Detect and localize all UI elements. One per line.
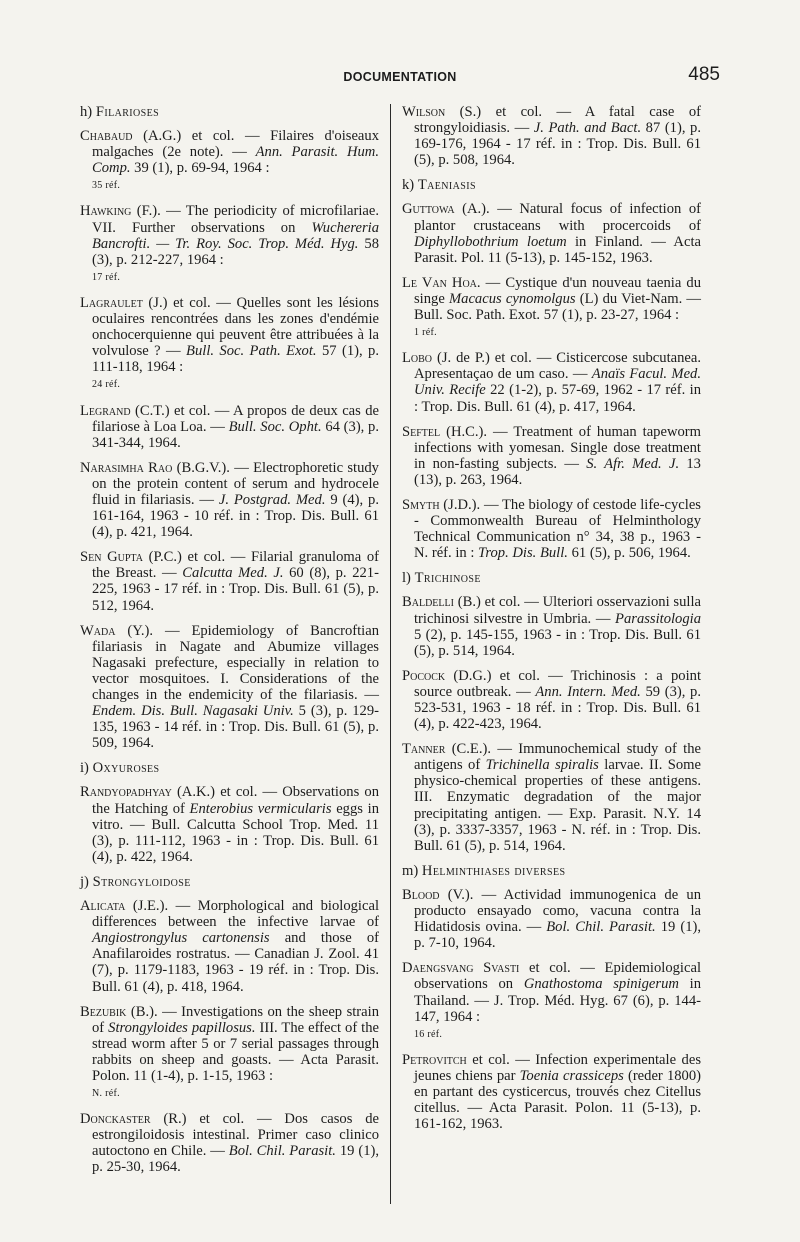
reference-entry — [402, 887, 701, 951]
reference-text: (J.) et col. — Quelles sont les lésions oculaires rencontrées dans les zones d'endémie onchocerquienne qui peuvent être attribuées à la volvulose ? — — [92, 294, 379, 360]
reference-author: Lagraulet — [80, 294, 143, 311]
reference-details: 5 (2), p. 145-155, 1963 - in : Trop. Dis. Bull. 61 (5), p. 514, 1964. — [414, 626, 701, 659]
reference-count: 35 réf. — [92, 180, 121, 192]
reference-count: 1 réf. — [414, 327, 437, 339]
page-number: 485 — [688, 64, 720, 85]
reference-details: 64 (3), p. 341-344, 1964. — [92, 418, 380, 451]
section-heading — [402, 863, 701, 879]
reference-entry — [402, 350, 701, 414]
reference-journal: Parassitologia — [615, 610, 701, 627]
reference-details: III. The effect of the stread worm after 5 or 7 serial passages through rabbits on sheep and goasts. — Acta Parasit. Polon. 11 (1-4), p. 1-15, 1963 : — [92, 1019, 379, 1084]
section-label: l) — [402, 570, 411, 587]
reference-text: (H.C.). — Treatment of human tapeworm infections with yomesan. Single dose treatment in non-fasting subjects. — — [414, 423, 701, 472]
reference-journal: Strongyloides papillosus. — [108, 1019, 256, 1036]
section-heading — [402, 177, 701, 193]
reference-entry — [80, 549, 379, 613]
reference-author: Smyth — [402, 496, 440, 513]
reference-details: 19 (1), p. 7-10, 1964. — [414, 919, 701, 952]
reference-details: 57 (1), p. 111-118, 1964 : — [92, 343, 379, 376]
reference-entry — [80, 623, 379, 752]
left-column — [80, 104, 379, 1185]
reference-journal: Angiostrongylus cartonensis — [92, 930, 270, 947]
reference-text: (B.). — Investigations on the sheep strain of — [92, 1003, 379, 1036]
reference-text: (D.G.) et col. — Trichinosis : a point source outbreak. — — [414, 667, 701, 700]
reference-author: Lobo — [402, 350, 433, 367]
reference-entry — [80, 784, 379, 864]
reference-author: Daengsvang Svasti — [402, 960, 520, 977]
reference-count: 24 réf. — [92, 379, 121, 391]
section-label: m) — [402, 862, 419, 879]
reference-author: Hawking — [80, 203, 132, 220]
reference-journal: Trop. Dis. Bull. — [478, 545, 568, 562]
section-label: k) — [402, 177, 415, 194]
reference-author: Alicata — [80, 898, 126, 915]
reference-text: (V.). — Actividad immunogenica de un producto ensayado como, vacuna contra la Hidatidosis ovina. — — [414, 886, 701, 936]
reference-author: Sen Gupta — [80, 549, 143, 566]
section-label: h) — [80, 104, 93, 120]
reference-details: 9 (4), p. 161-164, 1963 - 10 réf. in : Trop. Dis. Bull. 61 (4), p. 421, 1964. — [92, 491, 379, 541]
reference-details: 61 (5), p. 506, 1964. — [567, 545, 691, 562]
reference-author: Guttowa — [402, 201, 455, 218]
reference-journal: Bol. Chil. Parasit. — [546, 919, 656, 936]
section-heading — [402, 570, 701, 586]
reference-text: (B.G.V.). — Electrophoretic study on the protein content of serum and hydrocele fluid in filariasis. — — [92, 459, 379, 508]
reference-journal: Endem. Dis. Bull. Nagasaki Univ. — [92, 703, 294, 720]
reference-text: (P.C.) et col. — Filarial granuloma of the Breast. — — [92, 549, 380, 582]
reference-journal: Calcutta Med. J. — [182, 565, 284, 582]
reference-text: (A.K.) et col. — Observations on the Hatching of — [92, 784, 379, 817]
reference-journal: Anaïs Facul. Med. Univ. Recife — [414, 366, 701, 399]
reference-author: Blood — [402, 886, 440, 903]
section-title: Filarioses — [95, 104, 160, 120]
reference-text: (J.D.). — The biology of cestode life-cycles - Commonwealth Bureau of Helminthology Technical Communication n° 34, 38 p., 1963 - N. réf. in : — [414, 496, 701, 562]
reference-author: Donckaster — [80, 1111, 151, 1128]
reference-details: (L) du Viet-Nam. — Bull. Soc. Path. Exot. 57 (1), p. 23-27, 1964 : — [414, 290, 701, 324]
reference-journal: Ann. Parasit. Hum. Comp. — [92, 144, 379, 177]
reference-details: eggs in vitro. — Bull. Calcutta School Trop. Med. 11 (3), p. 111-112, 1963 - in : Trop. Dis. Bull. 61 (4), p. 422, 1964. — [92, 800, 379, 865]
reference-details: 22 (1-2), p. 57-69, 1962 - 17 réf. in : Trop. Dis. Bull. 61 (4), p. 417, 1964. — [414, 382, 701, 415]
section-title: Strongyloidose — [92, 873, 191, 890]
reference-entry — [402, 104, 701, 168]
reference-entry — [402, 1052, 701, 1132]
section-title: Trichinose — [414, 570, 481, 587]
reference-details: 87 (1), p. 169-176, 1964 - 17 réf. in : Trop. Dis. Bull. 61 (5), p. 508, 1964. — [414, 120, 701, 169]
reference-text: et col. — Infection experimentale des jeunes chiens par — [414, 1051, 701, 1084]
reference-entry — [80, 1004, 379, 1103]
page-header — [80, 64, 720, 90]
reference-details: 59 (3), p. 523-531, 1963 - 18 réf. in : Trop. Dis. Bull. 61 (4), p. 422-423, 1964. — [414, 683, 701, 733]
reference-text: et col. — Epidemiological observations on — [414, 960, 701, 993]
reference-journal: S. Afr. Med. J. — [586, 455, 680, 472]
reference-entry — [402, 275, 701, 341]
reference-text: (Y.). — Epidemiology of Bancroftian filariasis in Nagate and Abumize villages Nagasaki prefecture, especially in relation to vector mosquitoes. I. Considerations of the changes in the endemicity of the filariasis. — — [92, 622, 379, 703]
right-column — [402, 104, 701, 1141]
reference-entry — [80, 898, 379, 995]
reference-entry — [402, 741, 701, 854]
reference-author: Seftel — [402, 423, 441, 440]
reference-author: Le Van Hoa — [402, 274, 477, 291]
section-title: Helminthiases diverses — [421, 862, 566, 879]
reference-details: 13 (13), p. 263, 1964. — [414, 455, 701, 488]
column-divider — [390, 104, 391, 1204]
reference-entry — [80, 460, 379, 540]
reference-count: 17 réf. — [92, 271, 121, 283]
reference-author: Chabaud — [80, 128, 133, 145]
reference-author: Wilson — [402, 104, 446, 120]
reference-author: Petrovitch — [402, 1051, 467, 1068]
reference-entry — [80, 295, 379, 394]
reference-author: Baldelli — [402, 594, 454, 611]
reference-journal: Wuchereria Bancrofti. — Tr. Roy. Soc. Trop. Méd. Hyg. — [92, 219, 379, 252]
reference-details: 5 (3), p. 129-135, 1963 - 14 réf. in : Trop. Dis. Bull. 61 (5), p. 509, 1964. — [92, 703, 379, 752]
reference-author: Pocock — [402, 667, 446, 684]
reference-details: in Finland. — Acta Parasit. Pol. 11 (5-13), p. 145-152, 1963. — [414, 233, 701, 266]
reference-text: (S.) et col. — A fatal case of strongyloidiasis. — — [414, 104, 701, 137]
section-title: Oxyuroses — [92, 760, 160, 777]
reference-entry — [402, 960, 701, 1042]
section-title: Taeniasis — [417, 177, 476, 194]
reference-text: (A.G.) et col. — Filaires d'oiseaux malgaches (2e note). — — [92, 128, 379, 161]
reference-count: 16 réf. — [414, 1028, 443, 1040]
reference-text: (J.E.). — Morphological and biological differences between the infective larvae of — [92, 898, 379, 931]
reference-entry — [402, 424, 701, 488]
reference-author: Wada — [80, 622, 116, 639]
reference-entry — [402, 497, 701, 561]
reference-details: 58 (3), p. 212-227, 1964 : — [92, 235, 379, 268]
section-heading — [80, 874, 379, 890]
reference-text: (J. de P.) et col. — Cisticercose subcutanea. Apresentaçao de um caso. — — [414, 350, 701, 383]
reference-entry — [402, 594, 701, 658]
reference-text: (F.). — The periodicity of microfilariae. VII. Further observations on — [92, 203, 379, 236]
reference-details: 39 (1), p. 69-94, 1964 : — [130, 160, 270, 177]
reference-journal: Enterobius vermicularis — [189, 800, 332, 817]
reference-journal: Gnathostoma spinigerum — [523, 976, 679, 993]
reference-details: (reder 1800) en partant des cysticercus, trouvés chez Citellus citellus. — Acta Parasit. Polon. 11 (5-13), p. 161-162, 1963. — [414, 1067, 701, 1133]
reference-journal: Bull. Soc. Path. Exot. — [186, 343, 317, 360]
reference-details: larvae. II. Some physico-chemical properties of these antigens. III. Enzymatic degradation of the major precipitating antigen. — Exp. Parasit. N.Y. 14 (3), p. 3337-3357, 1963 - N. réf. in : Trop. Dis. Bull. 61 (5), p. 514, 1964. — [414, 757, 701, 854]
reference-details: 19 (1), p. 25-30, 1964. — [92, 1143, 380, 1176]
reference-text: (B.) et col. — Ulteriori osservazioni sulla trichinosi silvestre in Umbria. — — [414, 594, 701, 627]
reference-author: Randyopadhyay — [80, 784, 172, 801]
reference-text: (A.). — Natural focus of infection of plantor crustaceans with procercoids of — [414, 201, 701, 234]
reference-details: in Thailand. — J. Trop. Méd. Hyg. 67 (6), p. 144-147, 1964 : — [414, 976, 701, 1025]
reference-text: (C.T.) et col. — A propos de deux cas de filariose à Loa Loa. — — [92, 402, 379, 435]
section-heading — [80, 760, 379, 776]
reference-text: (R.) et col. — Dos casos de estrongiloidosis intestinal. Primer caso clinico autoctono en Chile. — — [92, 1111, 379, 1160]
reference-author: Narasimha Rao — [80, 459, 173, 476]
section-label: j) — [80, 873, 89, 890]
reference-journal: Toenia crassiceps — [519, 1067, 624, 1084]
reference-author: Legrand — [80, 402, 131, 419]
reference-author: Tanner — [402, 741, 446, 758]
reference-journal: Macacus cynomolgus — [449, 290, 576, 307]
reference-journal: Ann. Intern. Med. — [535, 683, 641, 700]
reference-journal: J. Path. and Bact. — [533, 120, 642, 137]
section-label: i) — [80, 760, 89, 777]
reference-entry — [402, 201, 701, 265]
reference-entry — [80, 403, 379, 451]
section-heading — [80, 104, 379, 120]
reference-journal: Bull. Soc. Opht. — [228, 418, 322, 435]
reference-details: and those of Anafilaroides rostratus. — Canadian J. Zool. 41 (7), p. 1179-1183, 1963 - 19 réf. in : Trop. Dis. Bull. 61 (4), p. 418, 1964. — [92, 930, 379, 995]
reference-journal: J. Postgrad. Med. — [218, 491, 326, 508]
reference-entry — [80, 128, 379, 194]
reference-text: (C.E.). — Immunochemical study of the antigens of — [414, 741, 701, 774]
reference-journal: Trichinella spiralis — [485, 757, 599, 774]
reference-entry — [80, 1111, 379, 1175]
reference-entry — [402, 668, 701, 732]
reference-count: N. réf. — [92, 1088, 120, 1100]
reference-journal: Bol. Chil. Parasit. — [228, 1143, 336, 1160]
reference-journal: Diphyllobothrium loetum — [414, 233, 567, 250]
reference-details: 60 (8), p. 221-225, 1963 - 17 réf. in : Trop. Dis. Bull. 61 (5), p. 512, 1964. — [92, 565, 379, 614]
running-title: DOCUMENTATION — [343, 70, 457, 84]
reference-entry — [80, 203, 379, 285]
reference-text: . — Cystique d'un nouveau taenia du singe — [414, 274, 701, 307]
reference-author: Bezubik — [80, 1003, 127, 1020]
